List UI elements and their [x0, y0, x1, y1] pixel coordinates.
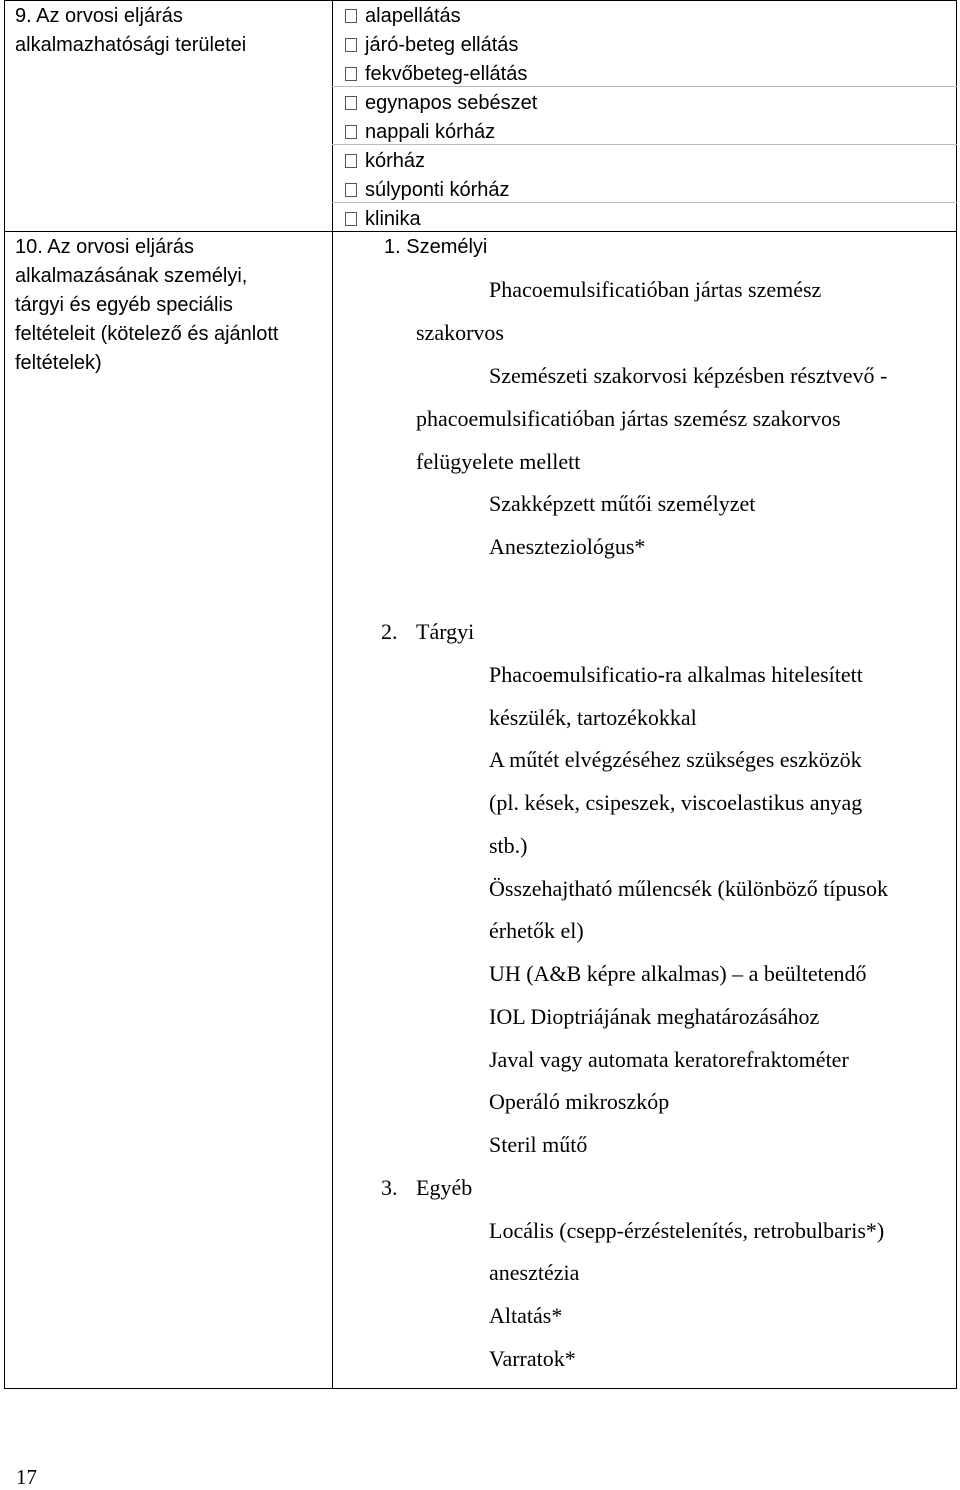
- section3-line: anesztézia: [489, 1260, 580, 1285]
- area-options-list: [345, 2, 537, 234]
- section1-heading: 1. Személyi: [384, 236, 488, 258]
- section2-heading: Tárgyi: [416, 619, 475, 644]
- option-item[interactable]: [345, 31, 537, 60]
- checkbox-icon[interactable]: [345, 183, 357, 197]
- checkbox-icon[interactable]: [345, 38, 357, 52]
- section2-line: készülék, tartozékokkal: [489, 705, 697, 730]
- option-label: egynapos sebészet: [365, 92, 538, 114]
- section2-line: UH (A&B képre alkalmas) – a beültetendő: [489, 961, 867, 986]
- checkbox-icon[interactable]: [345, 96, 357, 110]
- section2-line: A műtét elvégzéséhez szükséges eszközök: [489, 747, 862, 772]
- section2-line: Steril műtő: [489, 1132, 588, 1157]
- row1-label-line: alkalmazhatósági területei: [15, 34, 247, 56]
- table-border-left: [4, 0, 5, 1389]
- row1-label-line: 9. Az orvosi eljárás: [15, 5, 183, 27]
- section1-line: Szemészeti szakorvosi képzésben résztvevő -: [489, 363, 888, 388]
- option-label: nappali kórház: [365, 121, 496, 143]
- option-item[interactable]: [345, 205, 537, 234]
- section2-line: Összehajtható műlencsék (különböző típusok: [489, 876, 888, 901]
- row2-label-line: feltételeit (kötelező és ajánlott: [15, 323, 279, 345]
- section2-line: Javal vagy automata keratorefraktométer: [489, 1047, 849, 1072]
- table-border-right: [956, 0, 957, 1389]
- row2-label-line: 10. Az orvosi eljárás: [15, 236, 194, 258]
- page-number: 17: [16, 1465, 37, 1489]
- section1-line: Phacoemulsificatióban jártas szemész: [489, 277, 822, 302]
- section3-line: Varratok*: [489, 1346, 576, 1371]
- option-label: fekvőbeteg-ellátás: [365, 63, 528, 85]
- option-item[interactable]: [345, 60, 537, 89]
- section2-line: Phacoemulsificatio-ra alkalmas hitelesített: [489, 662, 863, 687]
- section3-heading: Egyéb: [416, 1175, 473, 1200]
- section1-line: szakorvos: [416, 320, 504, 345]
- row2-label-line: alkalmazásának személyi,: [15, 265, 248, 287]
- checkbox-icon[interactable]: [345, 9, 357, 23]
- section2-line: (pl. kések, csipeszek, viscoelastikus anyag: [489, 790, 863, 815]
- checkbox-icon[interactable]: [345, 125, 357, 139]
- section1-line: Szakképzett műtői személyzet: [489, 491, 756, 516]
- section3-line: Altatás*: [489, 1303, 563, 1328]
- section1-line: Aneszteziológus*: [489, 534, 646, 559]
- option-label: súlyponti kórház: [365, 179, 510, 201]
- section1-line: phacoemulsificatióban jártas szemész szakorvos: [416, 406, 841, 431]
- row1-label: [15, 2, 246, 60]
- option-item[interactable]: [345, 89, 537, 118]
- section3-line: Locális (csepp-érzéstelenítés, retrobulbaris*): [489, 1218, 885, 1243]
- checkbox-icon[interactable]: [345, 67, 357, 81]
- option-label: kórház: [365, 150, 426, 172]
- option-label: járó-beteg ellátás: [365, 34, 519, 56]
- checkbox-icon[interactable]: [345, 212, 357, 226]
- table-border-top: [4, 0, 957, 1]
- section1-line: felügyelete mellett: [416, 449, 581, 474]
- row2-label-line: tárgyi és egyéb speciális: [15, 294, 233, 316]
- section2-line: IOL Dioptriájának meghatározásához: [489, 1004, 820, 1029]
- option-item[interactable]: [345, 118, 537, 147]
- section2-number: 2.: [381, 619, 398, 644]
- section2-line: érhetők el): [489, 918, 584, 943]
- section2-line: stb.): [489, 833, 528, 858]
- option-item[interactable]: [345, 2, 537, 31]
- checkbox-icon[interactable]: [345, 154, 357, 168]
- option-label: alapellátás: [365, 5, 461, 27]
- row2-label: [15, 233, 279, 378]
- section3-number: 3.: [381, 1175, 398, 1200]
- option-label: klinika: [365, 208, 421, 230]
- option-item[interactable]: [345, 176, 537, 205]
- section2-line: Operáló mikroszkóp: [489, 1089, 670, 1114]
- table-border-bottom: [4, 1388, 957, 1389]
- column-divider: [332, 0, 333, 1389]
- option-item[interactable]: [345, 147, 537, 176]
- row2-label-line: feltételek): [15, 352, 102, 374]
